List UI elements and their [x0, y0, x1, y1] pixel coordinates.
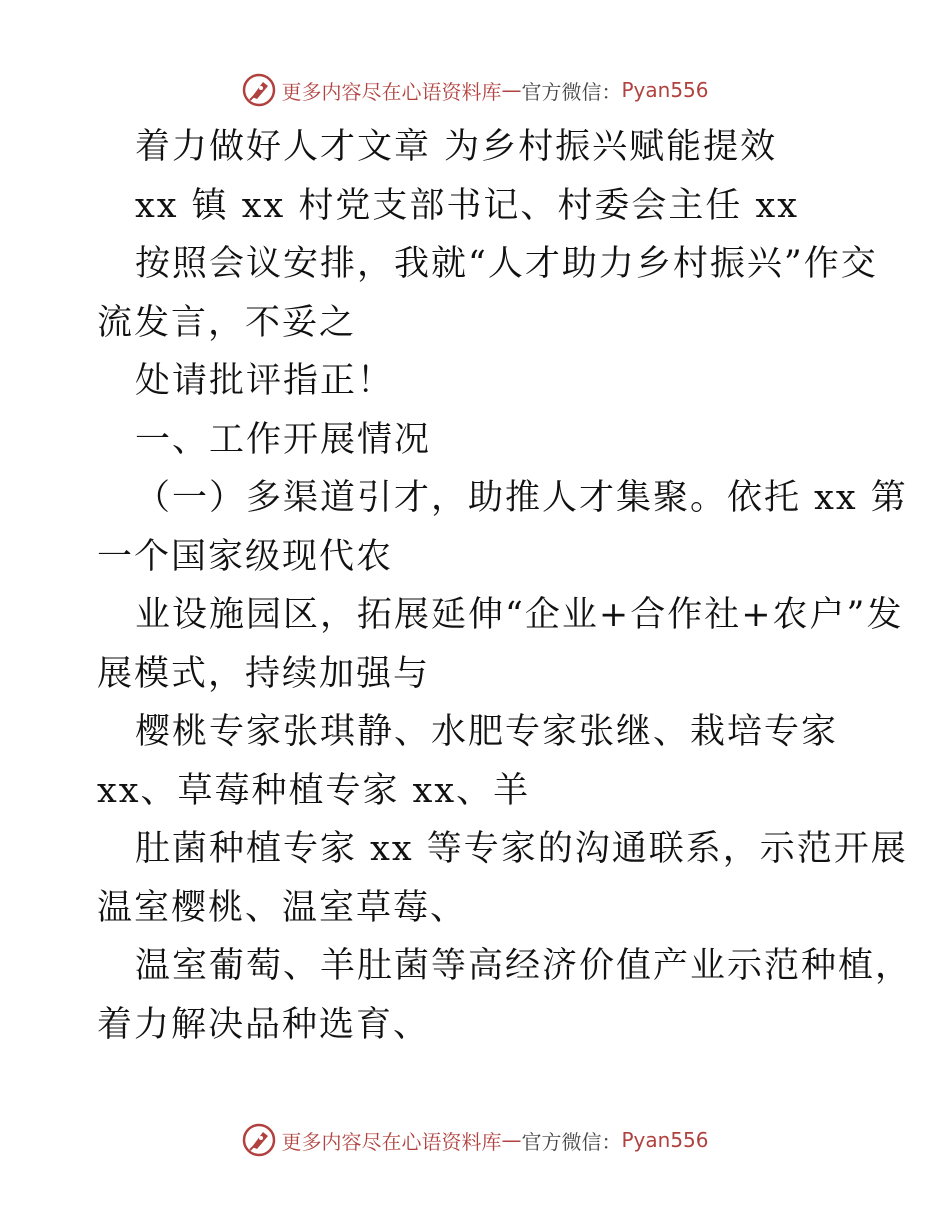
watermark-wechat-id: Pyan556: [621, 1128, 709, 1152]
paragraph-line: 处请批评指正！: [135, 361, 395, 401]
paragraph-line: xx、草莓种植专家 xx、羊: [97, 770, 531, 811]
watermark-site-text: 更多内容尽在心语资料库: [281, 1129, 502, 1154]
document-title: 着力做好人才文章 为乡村振兴赋能提效: [135, 127, 778, 167]
footer-watermark: [0, 1120, 950, 1160]
document-author-line: xx 镇 xx 村党支部书记、村委会主任 xx: [135, 185, 799, 226]
paragraph-line: 一个国家级现代农: [97, 536, 394, 577]
paragraph-line: 温室樱桃、温室草莓、: [97, 887, 468, 928]
pen-nib-logo-icon: [241, 1122, 277, 1158]
paragraph-line: 业设施园区，拓展延伸“企业+合作社+农户”发: [135, 595, 904, 635]
paragraph-line: 展模式，持续加强与: [97, 653, 431, 694]
document-body: [97, 118, 913, 1054]
section-heading: 一、工作开展情况: [135, 419, 432, 460]
paragraph-line: 肚菌种植专家 xx 等专家的沟通联系，示范开展: [135, 829, 908, 869]
watermark-wechat-label: 官方微信：: [521, 79, 622, 104]
watermark-wechat-label: 官方微信：: [521, 1129, 622, 1154]
paragraph-line: 流发言，不妥之: [97, 302, 357, 343]
paragraph-line: 着力解决品种选育、: [97, 1004, 431, 1045]
paragraph-line: （一）多渠道引才，助推人才集聚。依托 xx 第: [135, 478, 908, 518]
watermark-site-text: 更多内容尽在心语资料库: [281, 79, 502, 104]
paragraph-line: 按照会议安排，我就“人才助力乡村振兴”作交: [135, 244, 878, 284]
header-watermark: [0, 70, 950, 110]
watermark-dash: —: [501, 78, 522, 102]
paragraph-line: 温室葡萄、羊肚菌等高经济价值产业示范种植，: [135, 946, 913, 986]
paragraph-line: 樱桃专家张琪静、水肥专家张继、栽培专家: [135, 712, 839, 752]
watermark-wechat-id: Pyan556: [621, 78, 709, 102]
pen-nib-logo-icon: [241, 72, 277, 108]
watermark-dash: —: [501, 1128, 522, 1152]
